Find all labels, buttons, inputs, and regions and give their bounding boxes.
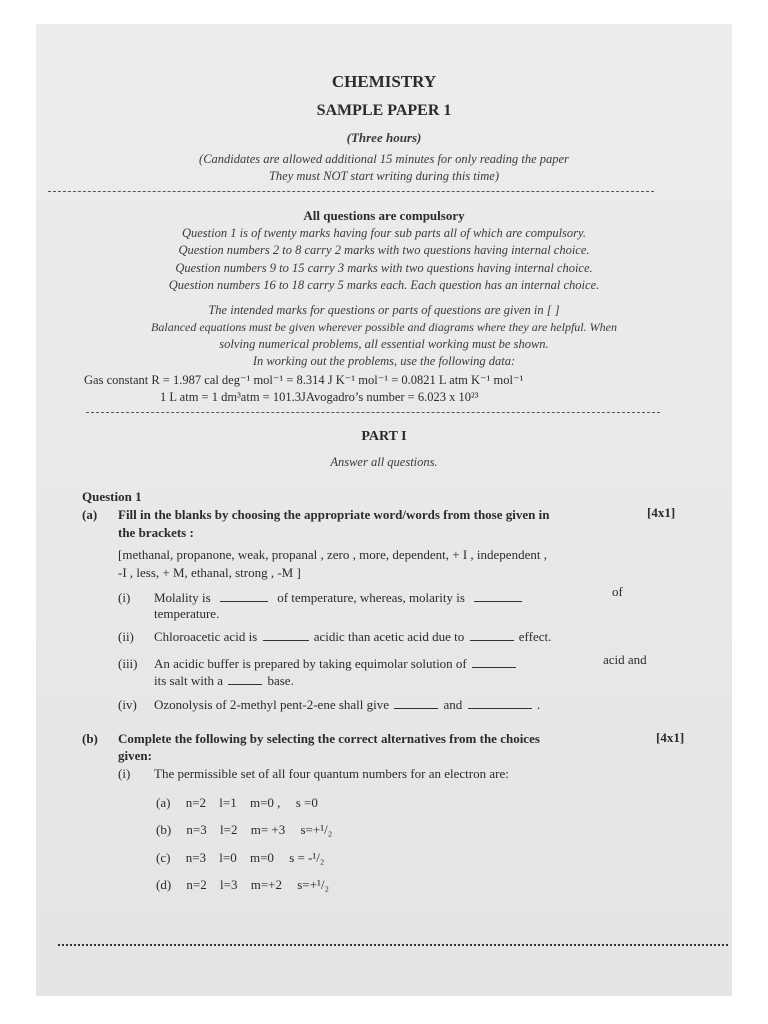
- blank-field[interactable]: [472, 656, 516, 668]
- paper-title: SAMPLE PAPER 1: [316, 102, 452, 119]
- duration: (Three hours): [346, 130, 422, 145]
- blank-field[interactable]: [470, 629, 514, 641]
- choices-line-1: [methanal, propanone, weak, propanal , zero , more, dependent, + I , independent ,: [118, 547, 547, 562]
- item-text: of: [612, 584, 623, 599]
- atm-avogadro-line: 1 L atm = 1 dm³atm = 101.3JAvogadro’s number = 6.023 x 10²³: [160, 390, 479, 404]
- item-number: (i): [118, 590, 131, 605]
- page-end-rule: [58, 944, 728, 950]
- blank-field[interactable]: [263, 629, 309, 641]
- note-line-1: (Candidates are allowed additional 15 minutes for only reading the paper: [199, 152, 569, 166]
- divider-top: [48, 191, 654, 192]
- part-subtitle: Answer all questions.: [330, 455, 438, 469]
- part-b-marks: [4x1]: [656, 730, 685, 745]
- instruction-line: solving numerical problems, all essential working must be shown.: [219, 337, 549, 351]
- item-text: An acidic buffer is prepared by taking equimolar solution of: [154, 656, 518, 672]
- item-number: (iii): [118, 656, 138, 671]
- part-a-marker: (a): [82, 507, 98, 522]
- question-1-label: Question 1: [82, 489, 142, 504]
- option-c[interactable]: (c) n=3 l=0 m=0 s = -¹/₂: [156, 850, 325, 865]
- item-text: Chloroacetic acid is acidic than acetic acid due to effect.: [154, 629, 552, 644]
- instruction-line: In working out the problems, use the following data:: [252, 354, 516, 368]
- blank-field[interactable]: [474, 590, 522, 602]
- option-b[interactable]: (b) n=3 l=2 m= +3 s=+¹/₂: [156, 822, 333, 837]
- blank-field[interactable]: [228, 673, 262, 685]
- part-b-instruction: Complete the following by selecting the correct alternatives from the choices: [118, 731, 540, 746]
- instruction-line: Balanced equations must be given wherever possible and diagrams where they are helpful. When: [151, 320, 617, 334]
- note-line-2: They must NOT start writing during this time): [268, 169, 499, 183]
- instruction-line: The intended marks for questions or parts of questions are given in [ ]: [208, 303, 560, 317]
- subject-title: CHEMISTRY: [331, 72, 437, 91]
- choices-line-2: -I , less, + M, ethanal, strong , -M ]: [118, 565, 301, 580]
- item-text: its salt with a base.: [154, 673, 294, 688]
- gas-constant-line: Gas constant R = 1.987 cal deg⁻¹ mol⁻¹ = 8.314 J K⁻¹ mol⁻¹ = 0.0821 L atm K⁻¹ mol⁻¹: [84, 373, 524, 387]
- item-number: (i): [118, 766, 131, 781]
- instruction-line: Question numbers 16 to 18 carry 5 marks each. Each question has an internal choice.: [168, 278, 600, 292]
- instructions-heading: All questions are compulsory: [303, 208, 465, 223]
- item-text: Ozonolysis of 2-methyl pent-2-ene shall give and .: [154, 697, 541, 712]
- part-a-instruction: the brackets :: [118, 525, 194, 540]
- blank-field[interactable]: [468, 697, 532, 709]
- option-d[interactable]: (d) n=2 l=3 m=+2 s=+¹/₂: [156, 877, 330, 892]
- instruction-line: Question numbers 9 to 15 carry 3 marks with two questions having internal choice.: [175, 261, 593, 275]
- item-number: (ii): [118, 629, 134, 644]
- item-text: temperature.: [154, 606, 220, 621]
- part-b-instruction: given:: [118, 748, 152, 763]
- item-number: (iv): [118, 697, 137, 712]
- part-title: PART I: [361, 429, 407, 444]
- exam-paper-sheet: [36, 24, 732, 996]
- item-text: Molality is of temperature, whereas, molarity is: [154, 590, 528, 606]
- option-a[interactable]: (a) n=2 l=1 m=0 , s =0: [156, 795, 318, 810]
- divider-bottom: [86, 412, 660, 413]
- part-a-marks: [4x1]: [647, 505, 676, 520]
- part-b-marker: (b): [82, 731, 98, 746]
- item-text: acid and: [603, 652, 647, 667]
- blank-field[interactable]: [220, 590, 268, 602]
- instruction-line: Question 1 is of twenty marks having four sub parts all of which are compulsory.: [181, 226, 587, 240]
- part-a-instruction: Fill in the blanks by choosing the appropriate word/words from those given in: [118, 507, 550, 522]
- instruction-line: Question numbers 2 to 8 carry 2 marks with two questions having internal choice.: [178, 243, 590, 257]
- blank-field[interactable]: [394, 697, 438, 709]
- question-text: The permissible set of all four quantum numbers for an electron are:: [154, 766, 509, 781]
